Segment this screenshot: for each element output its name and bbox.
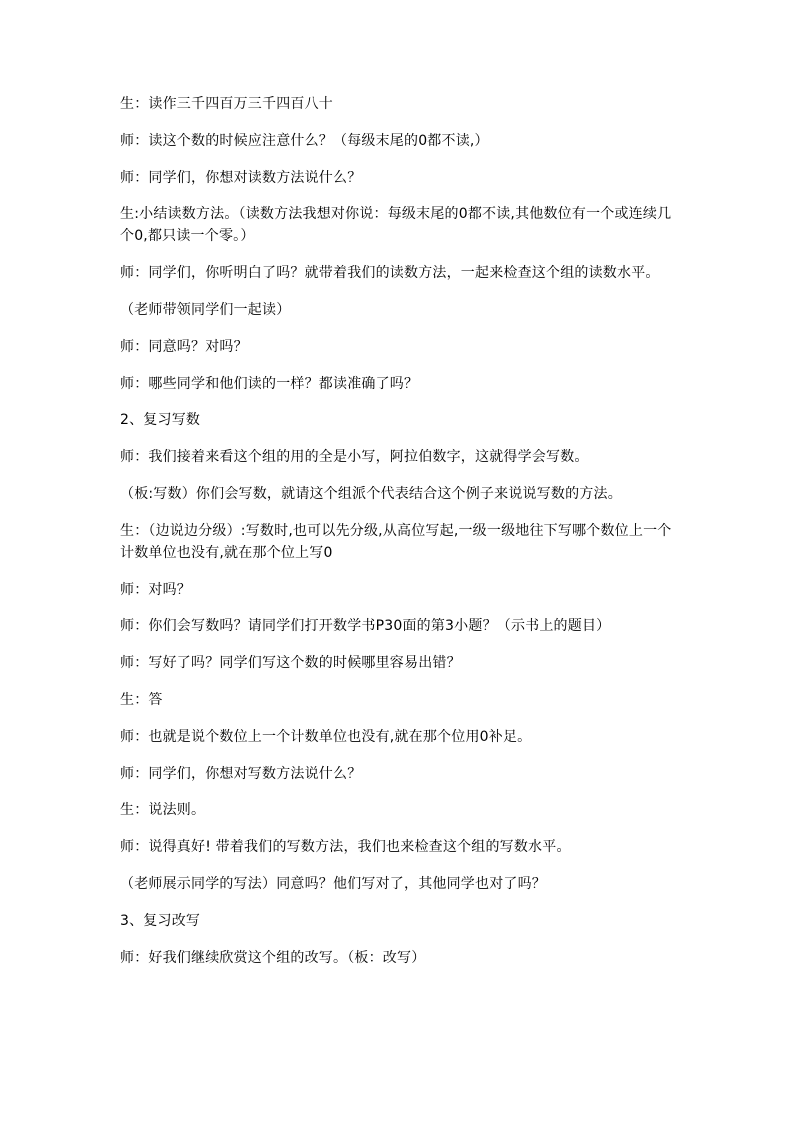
paragraph-1: 生：读作三千四百万三千四百八十	[120, 96, 333, 112]
paragraph-7: 师：同意吗？对吗？	[120, 338, 248, 355]
paragraph-5: 师：同学们，你听明白了吗？就带着我们的读数方法，一起来检查这个组的读数水平。	[120, 265, 660, 282]
paragraph-15: 师：写好了吗？同学们写这个数的时候哪里容易出错？	[120, 655, 461, 672]
paragraph-12: 生：（边说边分级）:写数时,也可以先分级,从高位写起,一级一级地往下写哪个数位上一个计数单位也没有,就在那个位上写0	[120, 522, 672, 561]
paragraph-23: 师：好我们继续欣赏这个组的改写。（板：改写）	[120, 949, 426, 966]
paragraph-17: 师：也就是说个数位上一个计数单位也没有,就在那个位用0补足。	[120, 728, 532, 745]
section-heading-write-numbers: 2、复习写数	[120, 412, 201, 429]
paragraph-19: 生：说法则。	[120, 802, 206, 819]
paragraph-13: 师：对吗？	[120, 581, 191, 598]
paragraph-18: 师：同学们，你想对写数方法说什么？	[120, 765, 362, 782]
paragraph-20: 师：说得真好! 带着我们的写数方法，我们也来检查这个组的写数水平。	[120, 839, 571, 856]
paragraph-11: （板:写数）你们会写数，就请这个组派个代表结合这个例子来说说写数的方法。	[120, 485, 622, 502]
paragraph-6: （老师带领同学们一起读）	[120, 301, 291, 318]
paragraph-2: 师：读这个数的时候应注意什么？（每级末尾的0都不读,）	[120, 132, 489, 149]
paragraph-4: 生:小结读数方法。（读数方法我想对你说：每级末尾的0都不读,其他数位有一个或连续几个0,都只读一个零。）	[120, 206, 672, 245]
section-heading-rewrite: 3、复习改写	[120, 912, 201, 929]
paragraph-21: （老师展示同学的写法）同意吗？他们写对了，其他同学也对了吗？	[120, 875, 546, 892]
paragraph-3: 师：同学们，你想对读数方法说什么？	[120, 169, 362, 186]
paragraph-16: 生：答	[120, 691, 163, 708]
paragraph-8: 师：哪些同学和他们读的一样？都读准确了吗？	[120, 375, 419, 392]
document-body	[120, 93, 680, 983]
paragraph-14: 师：你们会写数吗？请同学们打开数学书P30面的第3小题？（示书上的题目）	[120, 618, 611, 635]
paragraph-10: 师：我们接着来看这个组的用的全是小写，阿拉伯数字，这就得学会写数。	[120, 449, 589, 466]
